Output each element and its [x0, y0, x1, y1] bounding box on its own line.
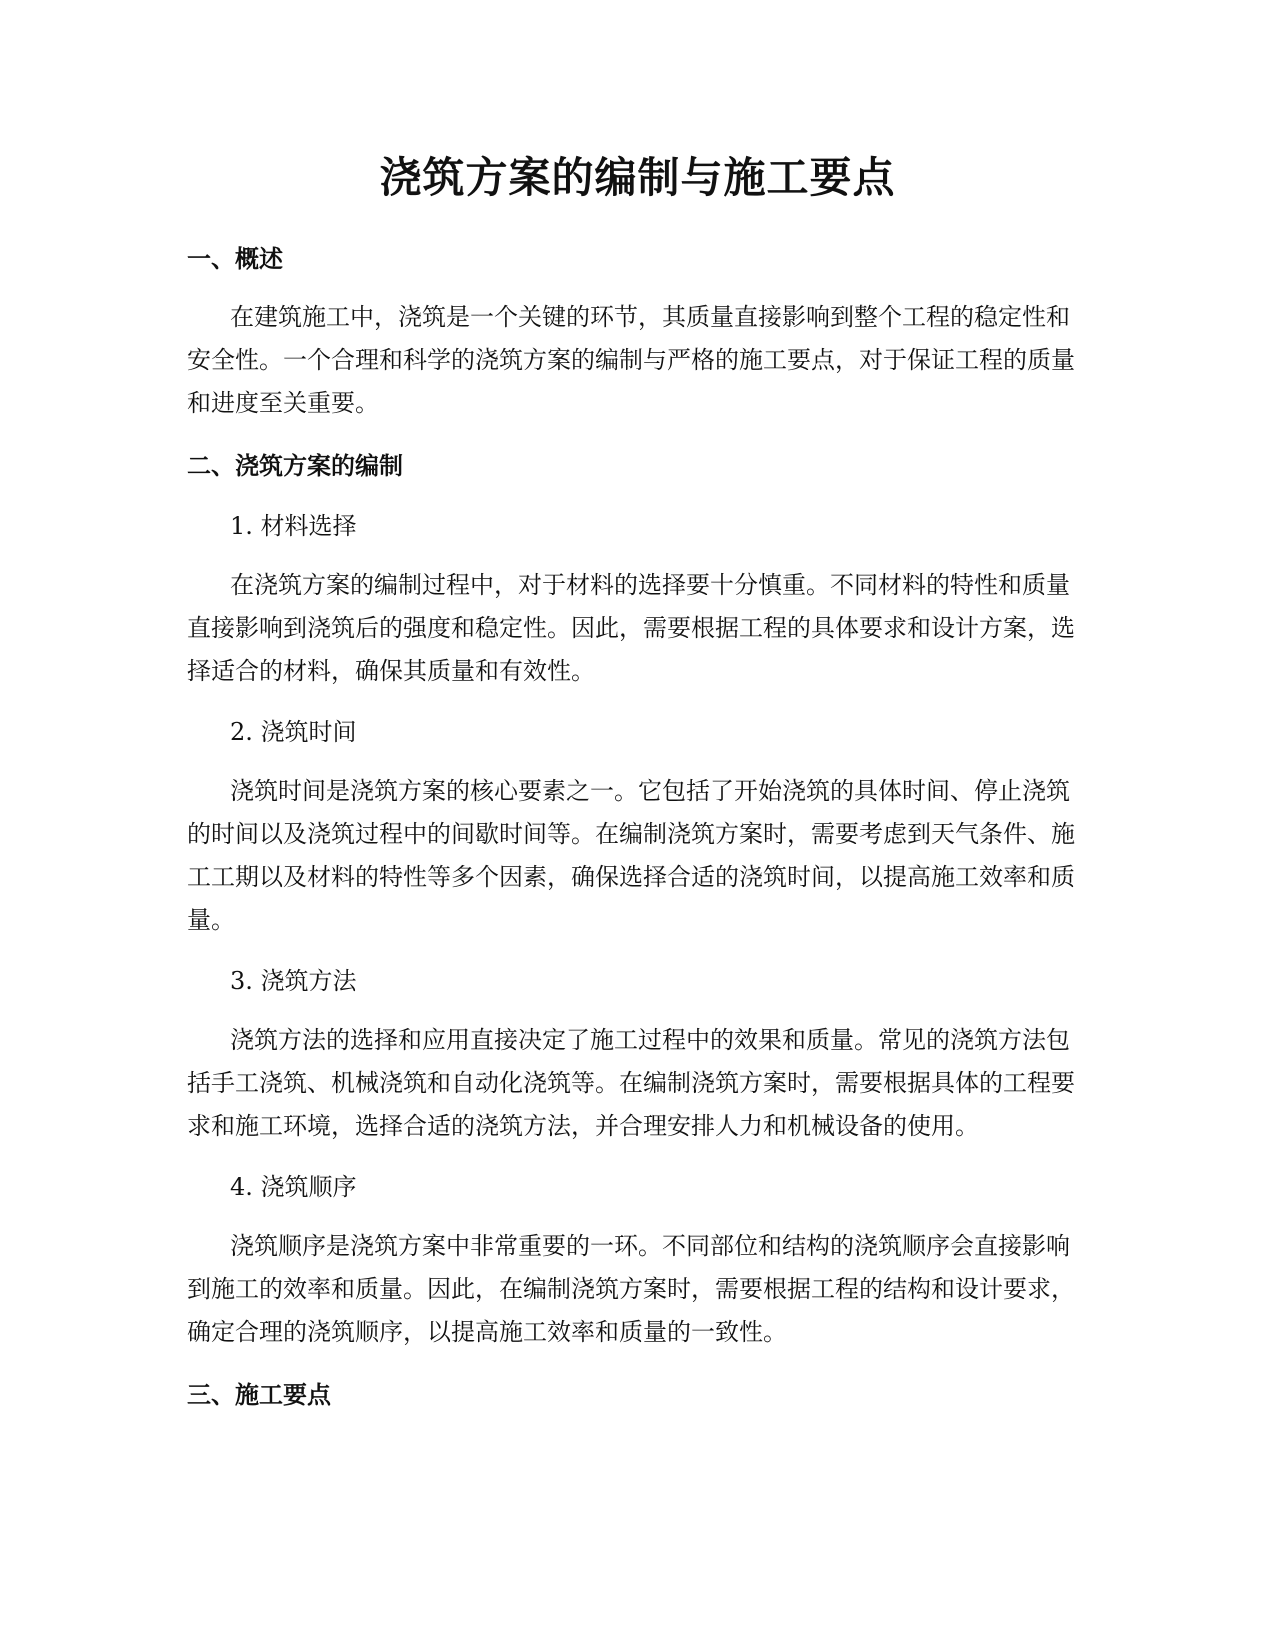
item-label-method: 3. 浇筑方法: [230, 967, 357, 995]
item-paragraph-materials: 在浇筑方案的编制过程中，对于材料的选择要十分慎重。不同材料的特性和质量直接影响到浇筑后的强度和稳定性。因此，需要根据工程的具体要求和设计方案，选择适合的材料，确保其质量和有效性。: [187, 571, 1075, 685]
item-paragraph-time: 浇筑时间是浇筑方案的核心要素之一。它包括了开始浇筑的具体时间、停止浇筑的时间以及浇筑过程中的间歇时间等。在编制浇筑方案时，需要考虑到天气条件、施工工期以及材料的特性等多个因素，确保选择合适的浇筑时间，以提高施工效率和质量。: [187, 777, 1075, 934]
overview-paragraph: 在建筑施工中，浇筑是一个关键的环节，其质量直接影响到整个工程的稳定性和安全性。一个合理和科学的浇筑方案的编制与严格的施工要点，对于保证工程的质量和进度至关重要。: [187, 303, 1075, 417]
item-label-order: 4. 浇筑顺序: [230, 1173, 357, 1201]
document-title: 浇筑方案的编制与施工要点: [379, 153, 896, 202]
item-paragraph-order: 浇筑顺序是浇筑方案中非常重要的一环。不同部位和结构的浇筑顺序会直接影响到施工的效率和质量。因此，在编制浇筑方案时，需要根据工程的结构和设计要求，确定合理的浇筑顺序，以提高施工效率和质量的一致性。: [187, 1232, 1075, 1346]
section-heading-plan: 二、浇筑方案的编制: [187, 452, 403, 480]
document-body: [187, 242, 1087, 1412]
section-heading-key-points: 三、施工要点: [187, 1381, 331, 1409]
item-paragraph-method: 浇筑方法的选择和应用直接决定了施工过程中的效果和质量。常见的浇筑方法包括手工浇筑、机械浇筑和自动化浇筑等。在编制浇筑方案时，需要根据具体的工程要求和施工环境，选择合适的浇筑方法，并合理安排人力和机械设备的使用。: [187, 1026, 1075, 1140]
item-label-materials: 1. 材料选择: [230, 512, 357, 540]
section-heading-overview: 一、概述: [187, 245, 283, 273]
item-label-time: 2. 浇筑时间: [230, 718, 357, 746]
